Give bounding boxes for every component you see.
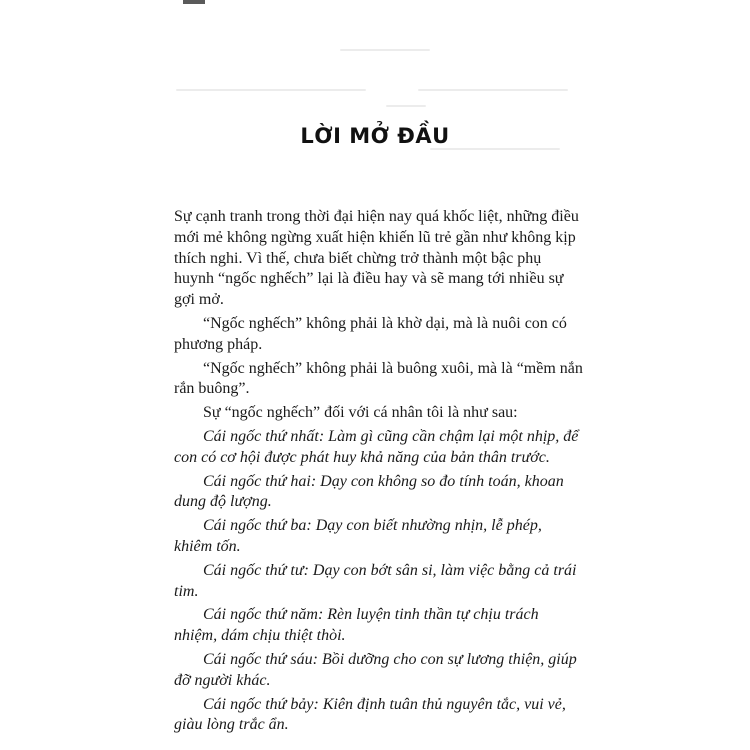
paragraph: “Ngốc nghếch” không phải là khờ dại, mà là nuôi con có phương pháp. bbox=[174, 314, 567, 353]
show-through-line bbox=[418, 89, 568, 91]
paragraph: “Ngốc nghếch” không phải là buông xuôi, mà là “mềm nắn rắn buông”. bbox=[174, 359, 583, 398]
list-paragraph: Cái ngốc thứ tư: Dạy con bớt sân si, làm việc bằng cả trái tim. bbox=[174, 561, 577, 600]
list-paragraph: Cái ngốc thứ hai: Dạy con không so đo tính toán, khoan dung độ lượng. bbox=[174, 472, 564, 511]
list-paragraph: Cái ngốc thứ nhất: Làm gì cũng cần chậm lại một nhịp, để con có cơ hội được phát huy khả năng của bản thân trước. bbox=[174, 427, 579, 466]
list-paragraph: Cái ngốc thứ bảy: Kiên định tuân thủ nguyên tắc, vui vẻ, giàu lòng trắc ẩn. bbox=[174, 695, 566, 734]
list-paragraph: Cái ngốc thứ ba: Dạy con biết nhường nhịn, lễ phép, khiêm tốn. bbox=[174, 517, 542, 555]
chapter-title: LỜI MỞ ĐẦU bbox=[300, 124, 450, 148]
paragraph: Sự cạnh tranh trong thời đại hiện nay quá khốc liệt, những điều mới mẻ không ngừng xuất hiện khiến lũ trẻ gần như không kịp thích nghi. Vì thế, chưa biết chừng trở thành một bậc phụ huynh “ngốc nghếch” lại là điều hay và sẽ mang tới nhiều sự gợi mở. bbox=[174, 208, 579, 309]
show-through-line bbox=[176, 89, 366, 91]
corner-mark bbox=[183, 0, 205, 4]
show-through-line bbox=[386, 105, 426, 107]
paragraph: Sự “ngốc nghếch” đối với cá nhân tôi là như sau: bbox=[203, 404, 518, 422]
list-paragraph: Cái ngốc thứ sáu: Bồi dưỡng cho con sự lương thiện, giúp đỡ người khác. bbox=[174, 650, 577, 689]
body-text bbox=[174, 207, 584, 739]
show-through-line bbox=[340, 49, 430, 51]
show-through-line bbox=[430, 148, 560, 150]
list-paragraph: Cái ngốc thứ năm: Rèn luyện tinh thần tự chịu trách nhiệm, dám chịu thiệt thòi. bbox=[174, 606, 539, 645]
